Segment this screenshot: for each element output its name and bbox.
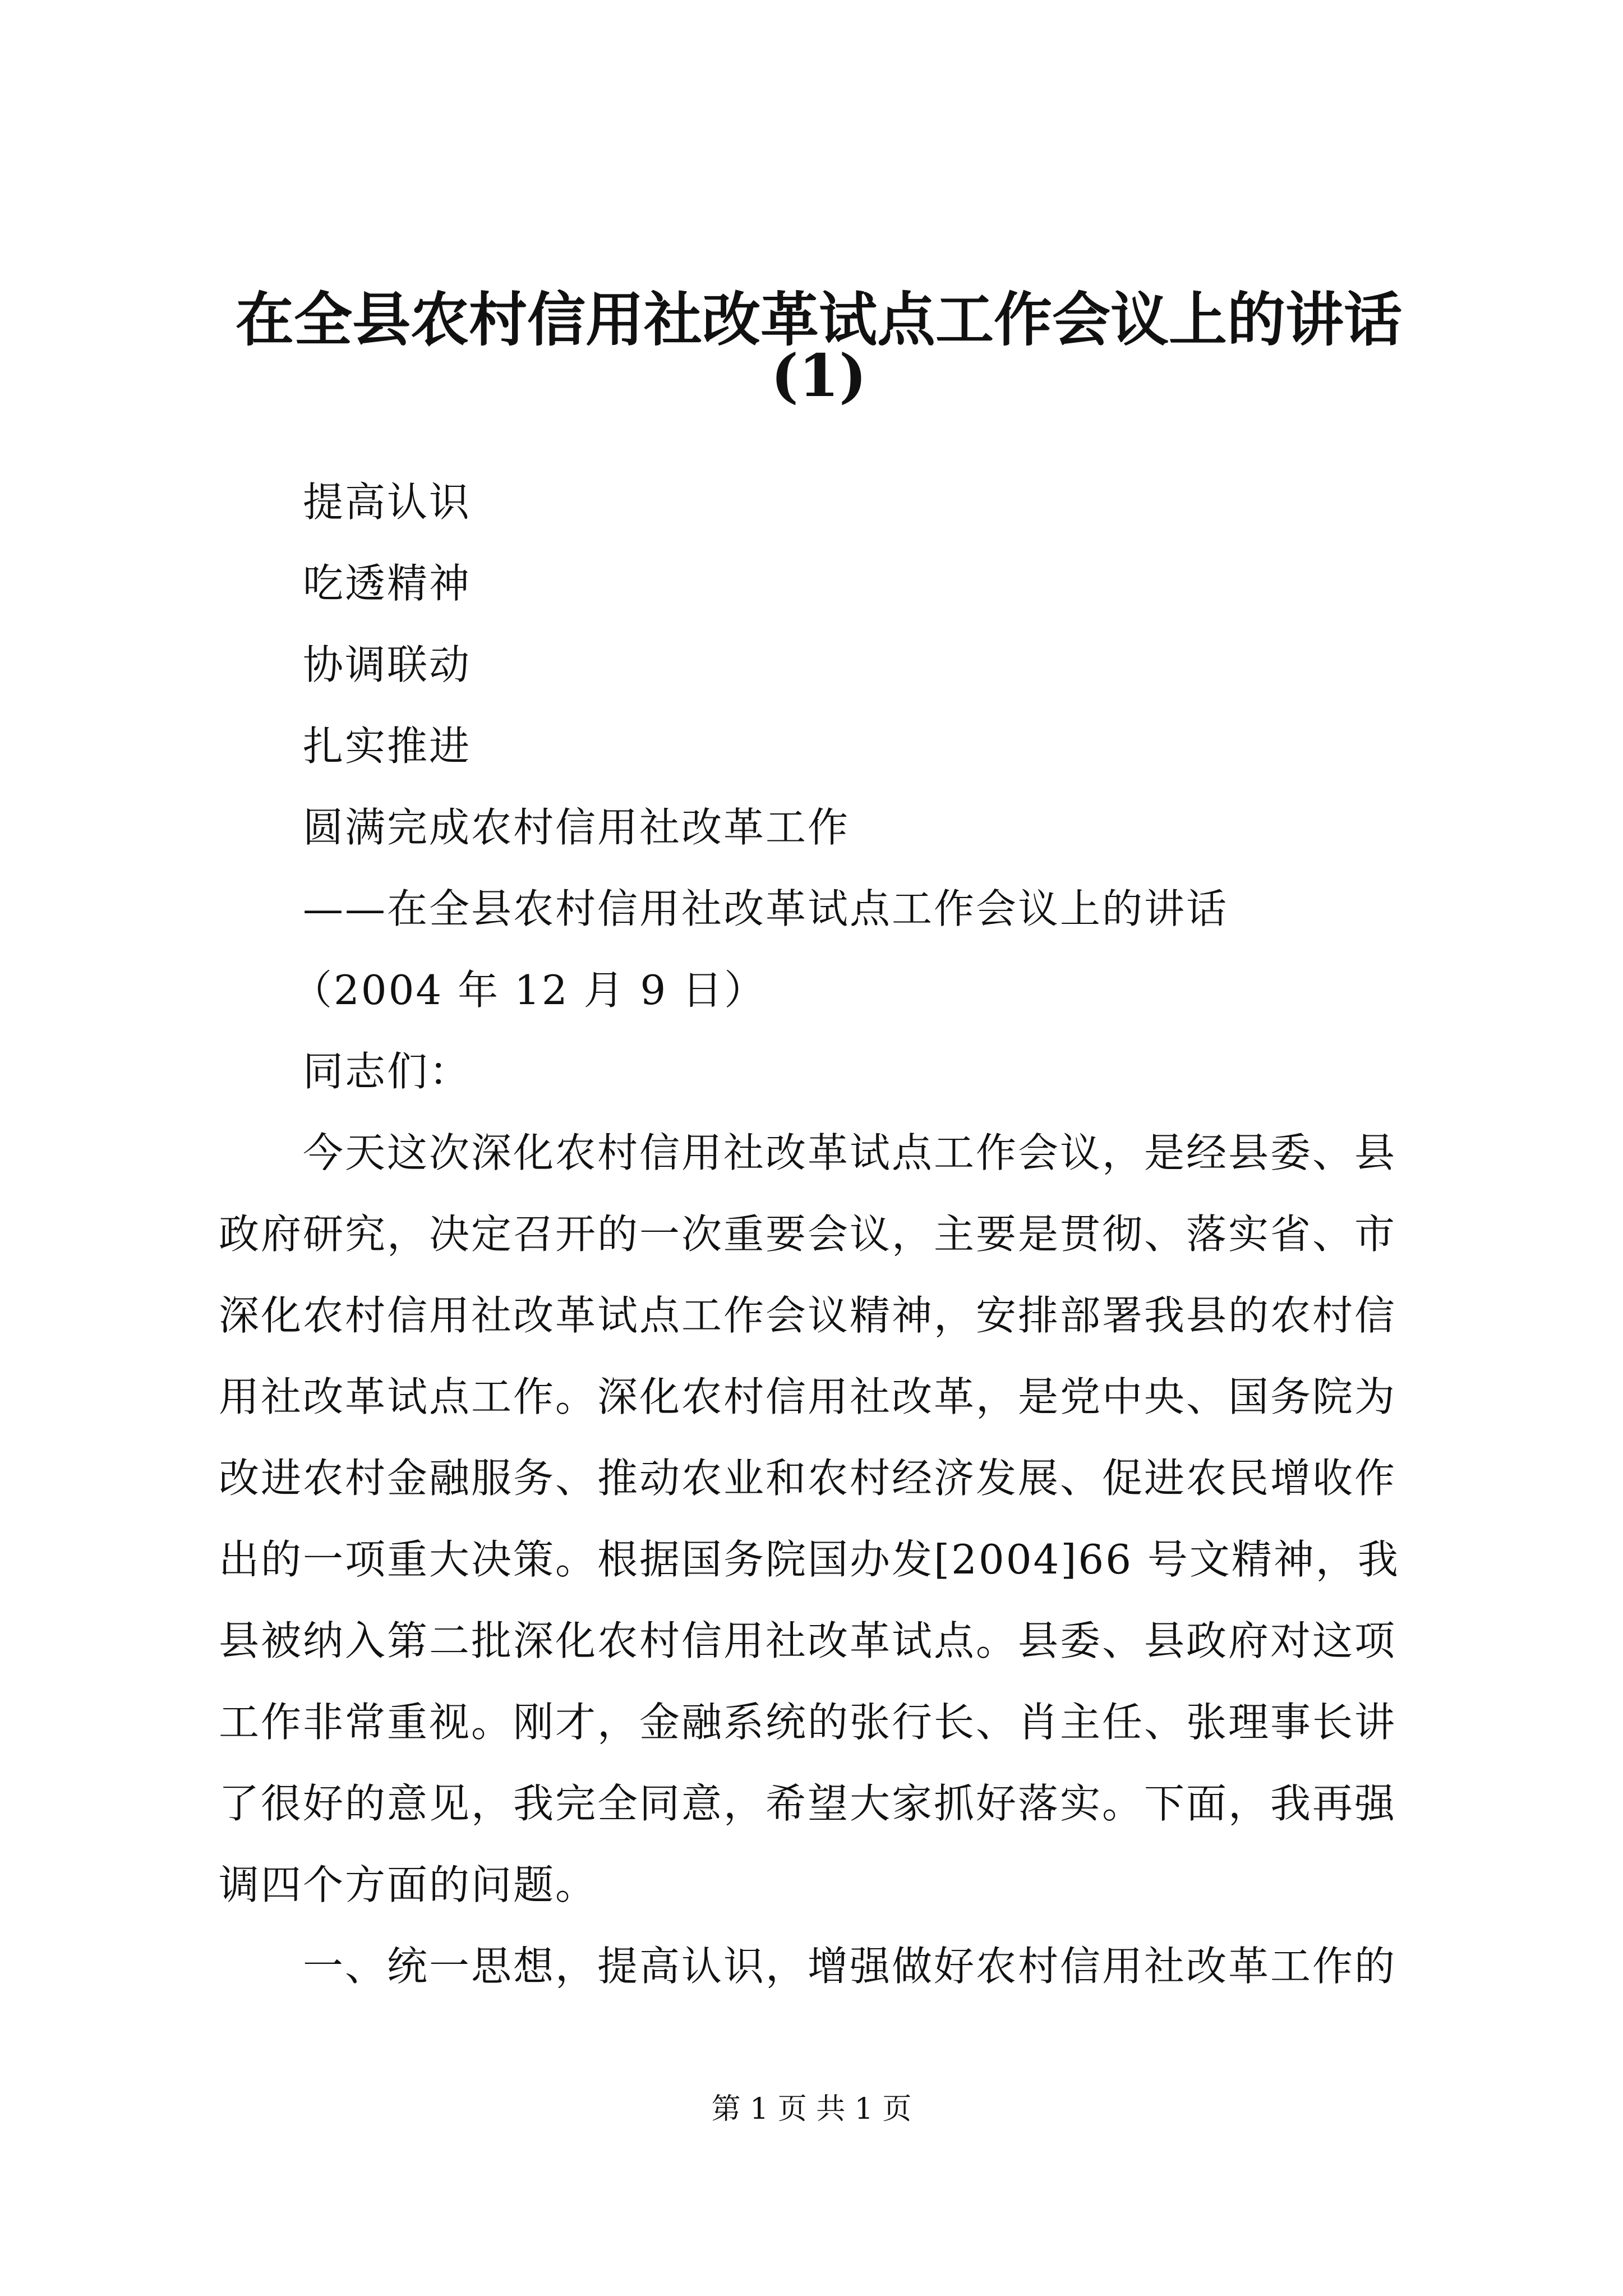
body-line: 改进农村金融服务、推动农业和农村经济发展、促进农民增收作: [219, 1455, 1397, 1502]
heading-line: 协调联动: [303, 641, 472, 688]
heading-line: 圆满完成农村信用社改革工作: [303, 804, 850, 851]
body-line: 出的一项重大决策。根据国务院国办发[2004]66 号文精神，我: [219, 1536, 1400, 1583]
page-footer: 第 1 页 共 1 页: [711, 2092, 912, 2126]
subtitle-line: ——在全县农村信用社改革试点工作会议上的讲话: [303, 885, 1229, 932]
heading-line: 提高认识: [303, 478, 472, 526]
document-title-suffix: (1): [771, 341, 867, 410]
body-line: 今天这次深化农村信用社改革试点工作会议，是经县委、县: [303, 1129, 1397, 1176]
body-line: 政府研究，决定召开的一次重要会议，主要是贯彻、落实省、市: [219, 1211, 1397, 1258]
body-line: 工作非常重视。刚才，金融系统的张行长、肖主任、张理事长讲: [219, 1699, 1397, 1746]
body-line: 了很好的意见，我完全同意，希望大家抓好落实。下面，我再强: [219, 1780, 1397, 1827]
document-title: 在全县农村信用社改革试点工作会议上的讲话: [235, 285, 1402, 354]
heading-line: 扎实推进: [303, 723, 472, 770]
date-line: （2004 年 12 月 9 日）: [292, 967, 767, 1014]
body-line: 用社改革试点工作。深化农村信用社改革，是党中央、国务院为: [219, 1373, 1397, 1420]
body-line: 县被纳入第二批深化农村信用社改革试点。县委、县政府对这项: [219, 1617, 1397, 1664]
heading-line: 吃透精神: [303, 560, 472, 607]
section-heading-line: 一、统一思想，提高认识，增强做好农村信用社改革工作的: [303, 1943, 1397, 1990]
body-line: 调四个方面的问题。: [219, 1861, 598, 1908]
salutation: 同志们：: [303, 1048, 472, 1095]
body-line: 深化农村信用社改革试点工作会议精神，安排部署我县的农村信: [219, 1292, 1397, 1339]
